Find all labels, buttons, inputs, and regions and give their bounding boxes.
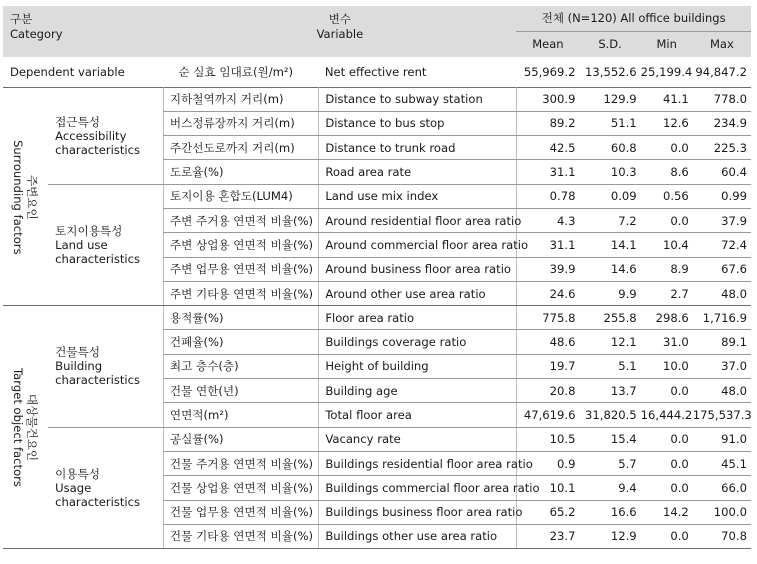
variable-en: Distance to trunk road: [319, 136, 517, 160]
value-mean: 4.3: [516, 208, 579, 232]
variable-ko: 최고 층수(층): [163, 354, 318, 378]
variable-ko: 지하철역까지 거리(m): [163, 87, 318, 111]
variable-en: Around business floor area ratio: [319, 257, 517, 281]
value-mean: 10.5: [516, 427, 579, 451]
value-mean: 0.9: [516, 451, 579, 475]
value-mean: 48.6: [516, 330, 579, 354]
stat-header-min: Min: [656, 37, 677, 52]
value-min: 0.0: [641, 208, 693, 232]
group-label-en1: Land use: [55, 237, 108, 252]
value-max: 72.4: [693, 233, 751, 257]
value-max: 0.99: [693, 184, 751, 208]
group-label-en2: characteristics: [55, 251, 141, 266]
group-label-ko: 건물특성: [55, 345, 100, 360]
variable-ko: 도로율(%): [163, 160, 318, 184]
value-min: 298.6: [641, 306, 693, 330]
variable-en: Around residential floor area ratio: [319, 208, 517, 232]
variable-ko: 주변 주거용 연면적 비율(%): [163, 208, 318, 232]
group-label-ko: 접근특성: [55, 114, 100, 129]
value-max: 175,537.3: [693, 403, 751, 427]
group-label-en1: Usage: [55, 480, 92, 495]
variable-ko: 주변 기타용 연면적 비율(%): [163, 281, 318, 305]
value-max: 100.0: [693, 500, 751, 524]
group-label-en1: Building: [55, 359, 103, 374]
variable-ko: 연면적(m²): [163, 403, 318, 427]
variable-en: Around other use area ratio: [319, 281, 517, 305]
dependent-variable-en: Net effective rent: [324, 64, 427, 79]
group-label-ko: 이용특성: [55, 466, 100, 481]
value-min: 12.6: [641, 111, 693, 135]
surrounding-section-en: Surrounding factors: [11, 139, 25, 255]
value-max: 70.8: [693, 524, 751, 548]
surrounding-section-ko: 주변요인: [25, 174, 39, 220]
value-sd: 12.9: [579, 524, 640, 548]
value-sd: 13.7: [579, 379, 640, 403]
variable-ko: 건물 주거용 연면적 비율(%): [163, 451, 318, 475]
value-min: 0.56: [641, 184, 693, 208]
variable-en: Building age: [319, 379, 517, 403]
value-mean: 23.7: [516, 524, 579, 548]
value-max: 37.0: [693, 354, 751, 378]
value-min: 10.4: [641, 233, 693, 257]
value-sd: 51.1: [579, 111, 640, 135]
dependent-variable-ko: 순 실효 임대료(원/m²): [178, 64, 294, 79]
group-label-ko: 토지이용특성: [55, 223, 123, 238]
value-max: 48.0: [693, 281, 751, 305]
variable-en: Road area rate: [319, 160, 517, 184]
variable-ko: 주변 업무용 연면적 비율(%): [163, 257, 318, 281]
dependent-row: [3, 57, 751, 87]
group-label: [48, 184, 163, 305]
statistics-table: [3, 6, 751, 549]
target-section-label: [3, 306, 48, 549]
value-min: 8.6: [641, 160, 693, 184]
value-min: 0.0: [641, 451, 693, 475]
value-sd: 14.6: [579, 257, 640, 281]
target-section-en: Target object factors: [11, 368, 25, 488]
value-min: 0.0: [641, 427, 693, 451]
group-label: [48, 427, 163, 548]
value-sd: 60.8: [579, 136, 640, 160]
value-min: 10.0: [641, 354, 693, 378]
value-max: 234.9: [693, 111, 751, 135]
group-label: [48, 87, 163, 184]
value-max: 66.0: [693, 476, 751, 500]
value-max: 67.6: [693, 257, 751, 281]
variable-ko: 용적률(%): [163, 306, 318, 330]
value-min: 0.0: [641, 476, 693, 500]
table-row: [3, 87, 751, 111]
value-sd: 0.09: [579, 184, 640, 208]
value-mean: 10.1: [516, 476, 579, 500]
value-min: 8.9: [641, 257, 693, 281]
value-mean: 42.5: [516, 136, 579, 160]
value-max: 778.0: [693, 87, 751, 111]
variable-ko: 건물 기타용 연면적 비율(%): [163, 524, 318, 548]
value-min: 16,444.2: [641, 403, 693, 427]
variable-en: Around commercial floor area ratio: [319, 233, 517, 257]
value-mean: 0.78: [516, 184, 579, 208]
variable-en: Buildings residential floor area ratio: [319, 451, 517, 475]
value-sd: 5.7: [579, 451, 640, 475]
variable-en: Buildings coverage ratio: [319, 330, 517, 354]
value-max: 45.1: [693, 451, 751, 475]
value-mean: 31.1: [516, 233, 579, 257]
header-row-top: [3, 6, 751, 31]
value-mean: 20.8: [516, 379, 579, 403]
dependent-sd: 13,552.6: [585, 64, 637, 79]
group-label-en2: characteristics: [55, 373, 141, 388]
variable-en: Buildings other use area ratio: [319, 524, 517, 548]
variable-en: Floor area ratio: [319, 306, 517, 330]
variable-en: Height of building: [319, 354, 517, 378]
variable-ko: 건물 업무용 연면적 비율(%): [163, 500, 318, 524]
variable-ko: 건폐율(%): [163, 330, 318, 354]
value-sd: 7.2: [579, 208, 640, 232]
dependent-max: 94,847.2: [695, 64, 747, 79]
value-max: 89.1: [693, 330, 751, 354]
variable-en: Vacancy rate: [319, 427, 517, 451]
variable-ko: 건물 상업용 연면적 비율(%): [163, 476, 318, 500]
group-label-en2: characteristics: [55, 494, 141, 509]
group-label: [48, 306, 163, 427]
value-min: 0.0: [641, 379, 693, 403]
value-sd: 16.6: [579, 500, 640, 524]
variable-en: Buildings business floor area ratio: [319, 500, 517, 524]
variable-en: Distance to bus stop: [319, 111, 517, 135]
variable-header-en: Variable: [316, 27, 364, 41]
variable-ko: 토지이용 혼합도(LUM4): [163, 184, 318, 208]
group-header: 전체 (N=120) All office buildings: [516, 6, 751, 31]
value-mean: 31.1: [516, 160, 579, 184]
dependent-mean: 55,969.2: [523, 64, 576, 79]
table-row: [3, 306, 751, 330]
variable-ko: 주간선도로까지 거리(m): [163, 136, 318, 160]
value-mean: 775.8: [516, 306, 579, 330]
value-mean: 39.9: [516, 257, 579, 281]
value-max: 91.0: [693, 427, 751, 451]
group-label-en2: characteristics: [55, 142, 141, 157]
value-min: 0.0: [641, 524, 693, 548]
value-max: 1,716.9: [693, 306, 751, 330]
value-mean: 89.2: [516, 111, 579, 135]
stat-header-mean: Mean: [532, 37, 564, 52]
value-mean: 24.6: [516, 281, 579, 305]
value-sd: 15.4: [579, 427, 640, 451]
value-sd: 255.8: [579, 306, 640, 330]
variable-en: Land use mix index: [319, 184, 517, 208]
variable-ko: 주변 상업용 연면적 비율(%): [163, 233, 318, 257]
variable-en: Distance to subway station: [319, 87, 517, 111]
table-row: [3, 427, 751, 451]
value-sd: 14.1: [579, 233, 640, 257]
stat-header-sd: S.D.: [598, 37, 622, 52]
value-max: 37.9: [693, 208, 751, 232]
category-header: [3, 6, 163, 57]
value-min: 2.7: [641, 281, 693, 305]
target-section-ko: 대상물건요인: [25, 394, 39, 462]
value-min: 31.0: [641, 330, 693, 354]
value-mean: 47,619.6: [516, 403, 579, 427]
value-sd: 12.1: [579, 330, 640, 354]
value-mean: 300.9: [516, 87, 579, 111]
surrounding-section-label: [3, 87, 48, 306]
variable-en: Buildings commercial floor area ratio: [319, 476, 517, 500]
value-min: 14.2: [641, 500, 693, 524]
variable-header-ko: 변수: [328, 12, 351, 26]
value-sd: 9.9: [579, 281, 640, 305]
table-row: [3, 184, 751, 208]
value-min: 41.1: [641, 87, 693, 111]
stat-header-max: Max: [709, 37, 734, 52]
category-header-en: Category: [10, 27, 63, 41]
value-sd: 9.4: [579, 476, 640, 500]
value-max: 60.4: [693, 160, 751, 184]
value-mean: 19.7: [516, 354, 579, 378]
value-sd: 129.9: [579, 87, 640, 111]
group-label-en1: Accessibility: [55, 128, 127, 143]
value-sd: 5.1: [579, 354, 640, 378]
value-sd: 10.3: [579, 160, 640, 184]
variable-en: Total floor area: [319, 403, 517, 427]
value-sd: 31,820.5: [579, 403, 640, 427]
category-header-ko: 구분: [10, 12, 33, 26]
value-min: 0.0: [641, 136, 693, 160]
value-max: 48.0: [693, 379, 751, 403]
variable-ko: 건물 연한(년): [163, 379, 318, 403]
value-max: 225.3: [693, 136, 751, 160]
variable-header: [163, 6, 516, 57]
value-mean: 65.2: [516, 500, 579, 524]
dependent-category: Dependent variable: [10, 64, 125, 79]
dependent-min: 25,199.4: [640, 64, 693, 79]
variable-ko: 공실률(%): [163, 427, 318, 451]
variable-ko: 버스정류장까지 거리(m): [163, 111, 318, 135]
